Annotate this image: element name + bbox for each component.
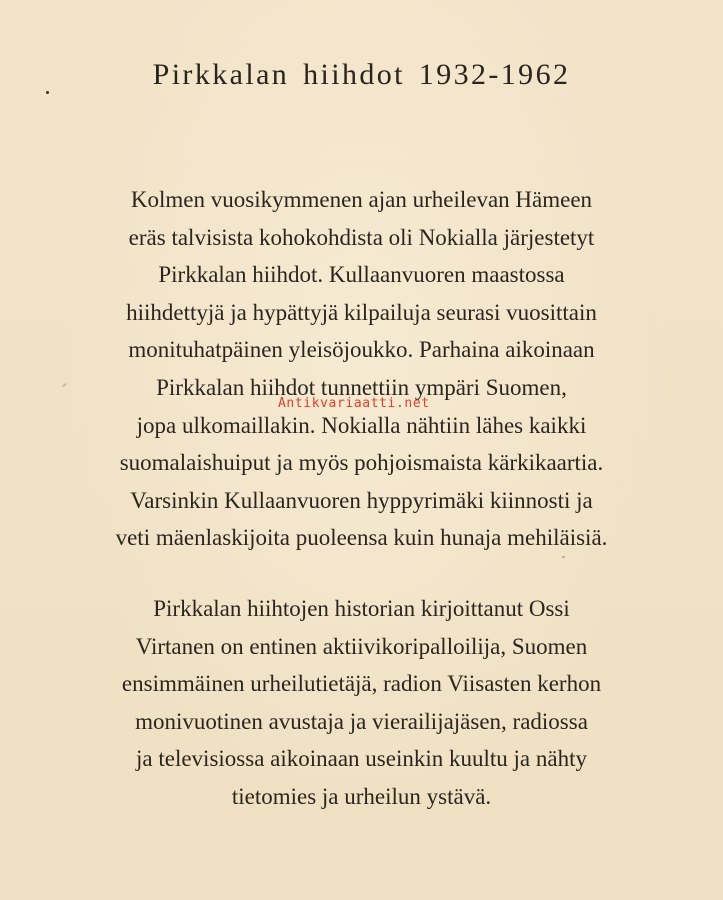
page-title: Pirkkalan hiihdot 1932-1962	[152, 58, 571, 91]
text-line: jopa ulkomaillakin. Nokialla nähtiin lähes kaikki	[136, 412, 587, 438]
text-line: suomalaishuiput ja myös pohjoismaista kärkikaartia.	[119, 450, 604, 476]
text-line: ja televisiossa aikoinaan useinkin kuultu ja nähty	[136, 746, 587, 772]
text-line: veti mäenlaskijoita puoleensa kuin hunaja mehiläisiä.	[115, 525, 608, 551]
text-line: eräs talvisista kohokohdista oli Nokialla järjestetyt	[128, 224, 595, 250]
text-line: monivuotinen avustaja ja vierailijajäsen, radiossa	[135, 708, 588, 734]
text-line: tietomies ja urheilun ystävä.	[231, 783, 492, 809]
text-line: hiihdettyjä ja hypättyjä kilpailuja seurasi vuosittain	[126, 299, 597, 325]
text-line: Pirkkalan hiihdot tunnettiin ympäri Suomen,	[156, 374, 567, 400]
watermark-text: Antikvariaatti.net	[278, 396, 430, 411]
text-line: ensimmäinen urheilutietäjä, radion Viisasten kerhon	[121, 671, 602, 697]
text-line: Varsinkin Kullaanvuoren hyppyrimäki kiinnosti ja	[130, 487, 593, 513]
paragraph-intro	[20, 181, 703, 557]
text-line: monituhatpäinen yleisöjoukko. Parhaina aikoinaan	[128, 337, 595, 363]
paragraph-author	[20, 590, 703, 816]
text-line: Virtanen on entinen aktiivikoripalloilija, Suomen	[135, 633, 588, 659]
text-line: Pirkkalan hiihtojen historian kirjoittanut Ossi	[153, 596, 570, 621]
text-line: Kolmen vuosikymmenen ajan urheilevan Hämeen	[130, 187, 593, 212]
text-line: Pirkkalan hiihdot. Kullaanvuoren maastossa	[158, 262, 565, 288]
